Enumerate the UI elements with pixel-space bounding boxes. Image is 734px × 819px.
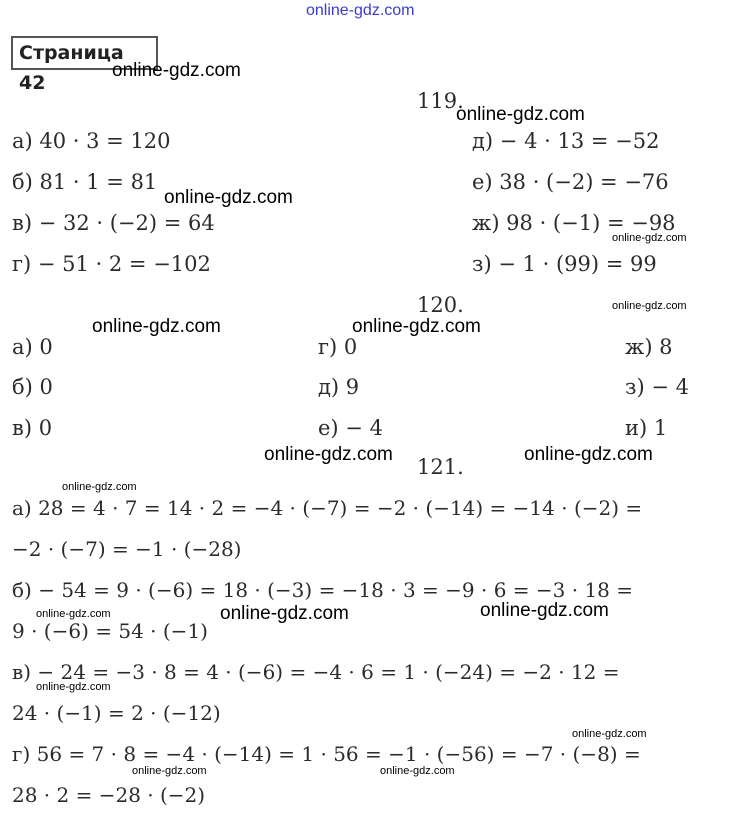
answer-120-z: з) − 4 bbox=[625, 375, 689, 399]
watermark-text: online-gdz.com bbox=[264, 444, 393, 465]
answer-121-a-line2: −2 · (−7) = −1 · (−28) bbox=[12, 537, 242, 561]
watermark-text: online-gdz.com bbox=[352, 316, 481, 337]
answer-120-zh: ж) 8 bbox=[625, 335, 673, 359]
answer-120-e: е) − 4 bbox=[318, 416, 383, 440]
site-watermark-top: online-gdz.com bbox=[306, 2, 415, 19]
answer-120-v: в) 0 bbox=[12, 416, 53, 440]
answer-120-a: а) 0 bbox=[12, 335, 53, 359]
watermark-text: online-gdz.com bbox=[112, 60, 241, 81]
watermark-text: online-gdz.com bbox=[62, 481, 137, 493]
answer-121-v-line2: 24 · (−1) = 2 · (−12) bbox=[12, 701, 221, 725]
watermark-text: online-gdz.com bbox=[612, 232, 687, 244]
answer-120-i: и) 1 bbox=[625, 416, 668, 440]
watermark-text: online-gdz.com bbox=[132, 765, 207, 777]
answer-119-b: б) 81 · 1 = 81 bbox=[12, 170, 158, 194]
answer-121-b-line2: 9 · (−6) = 54 · (−1) bbox=[12, 619, 208, 643]
problem-number-120: 120. bbox=[417, 293, 464, 317]
watermark-text: online-gdz.com bbox=[612, 300, 687, 312]
watermark-text: online-gdz.com bbox=[456, 104, 585, 125]
answer-119-e: е) 38 · (−2) = −76 bbox=[472, 170, 669, 194]
watermark-text: online-gdz.com bbox=[36, 681, 111, 693]
watermark-text: online-gdz.com bbox=[524, 444, 653, 465]
watermark-text: online-gdz.com bbox=[380, 765, 455, 777]
answer-121-v-line1: в) − 24 = −3 · 8 = 4 · (−6) = −4 · 6 = 1 · (−24) = −2 · 12 = bbox=[12, 660, 620, 684]
answer-121-g-line1: г) 56 = 7 · 8 = −4 · (−14) = 1 · 56 = −1 · (−56) = −7 · (−8) = bbox=[12, 742, 641, 766]
watermark-text: online-gdz.com bbox=[164, 187, 293, 208]
problem-number-121: 121. bbox=[417, 455, 464, 479]
answer-120-d: д) 9 bbox=[318, 375, 360, 399]
answer-119-d: д) − 4 · 13 = −52 bbox=[472, 129, 660, 153]
page-label: Страница 42 bbox=[11, 36, 158, 70]
answer-121-b-line1: б) − 54 = 9 · (−6) = 18 · (−3) = −18 · 3 = −9 · 6 = −3 · 18 = bbox=[12, 578, 634, 602]
answer-120-g: г) 0 bbox=[318, 335, 358, 359]
watermark-text: online-gdz.com bbox=[220, 603, 349, 624]
answer-119-zh: ж) 98 · (−1) = −98 bbox=[472, 211, 676, 235]
answer-121-a-line1: а) 28 = 4 · 7 = 14 · 2 = −4 · (−7) = −2 · (−14) = −14 · (−2) = bbox=[12, 496, 643, 520]
answer-119-g: г) − 51 · 2 = −102 bbox=[12, 252, 211, 276]
answer-119-a: а) 40 · 3 = 120 bbox=[12, 129, 171, 153]
watermark-text: online-gdz.com bbox=[572, 728, 647, 740]
problem-number-119: 119. bbox=[417, 89, 464, 113]
answer-120-b: б) 0 bbox=[12, 375, 53, 399]
answer-121-g-line2: 28 · 2 = −28 · (−2) bbox=[12, 783, 206, 807]
watermark-text: online-gdz.com bbox=[92, 316, 221, 337]
answer-119-z: з) − 1 · (99) = 99 bbox=[472, 252, 657, 276]
watermark-text: online-gdz.com bbox=[36, 608, 111, 620]
watermark-text: online-gdz.com bbox=[480, 600, 609, 621]
answer-119-v: в) − 32 · (−2) = 64 bbox=[12, 211, 215, 235]
